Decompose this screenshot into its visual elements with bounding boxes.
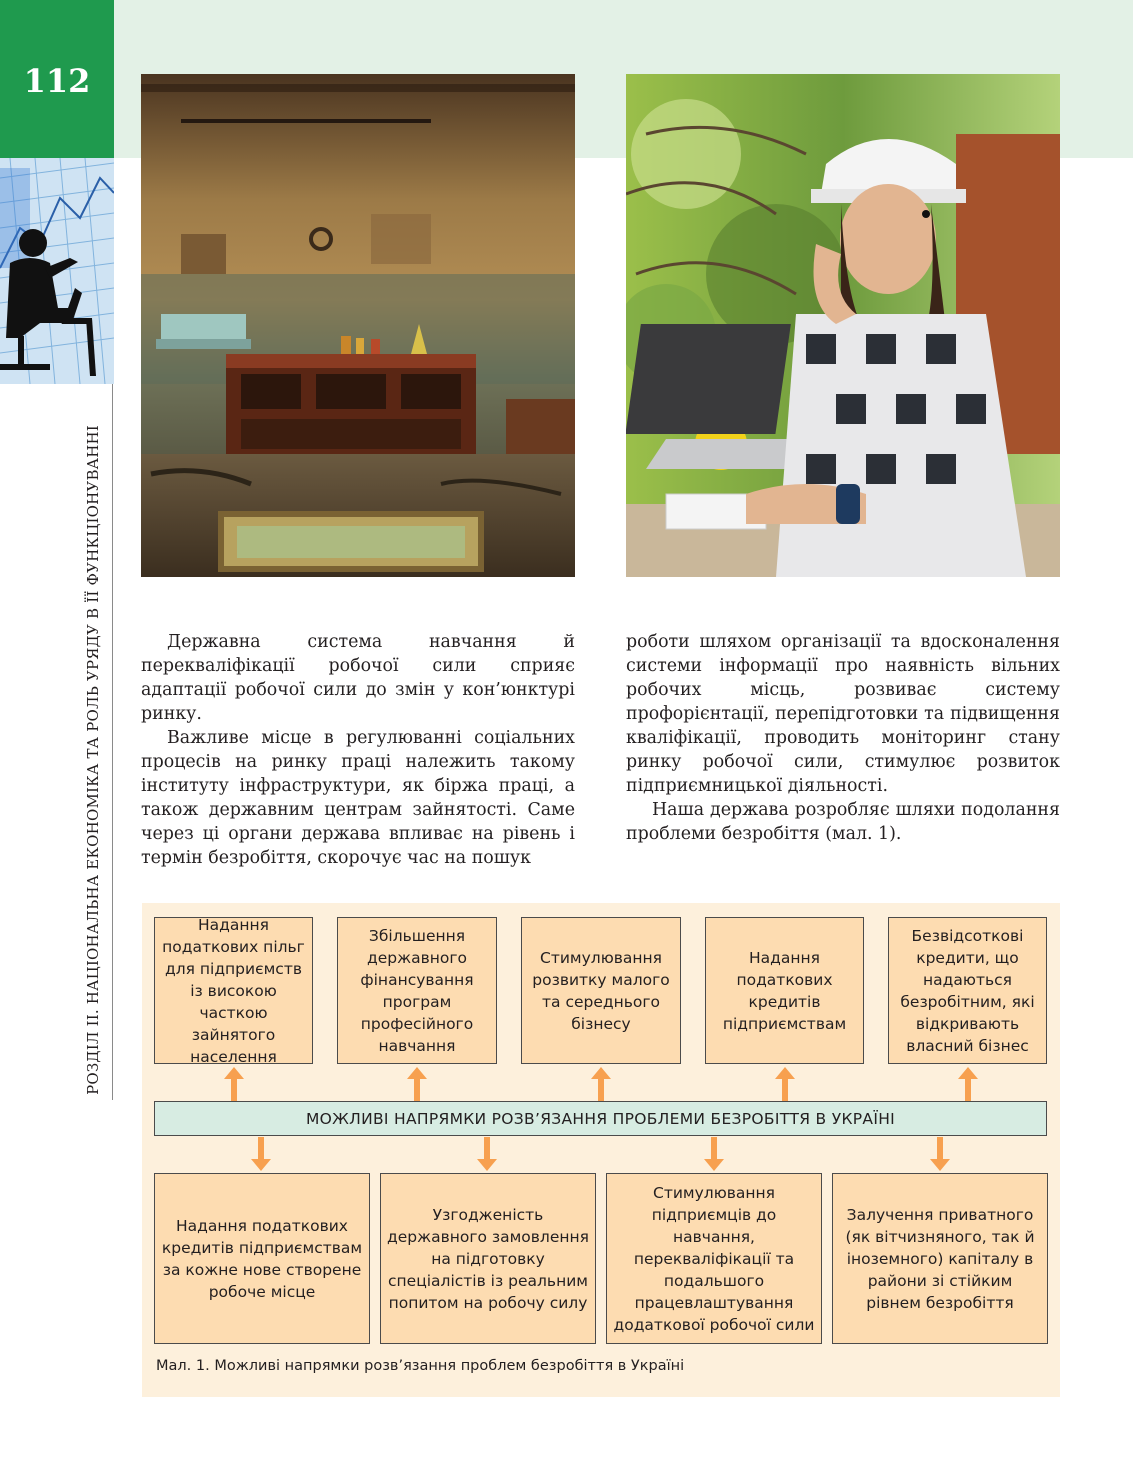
arrow-up-icon <box>956 1065 980 1101</box>
diagram-box-bottom-4: Залучення приватного (як вітчизняного, так й іноземного) капіталу в райони зі стійким рівнем безробіття <box>832 1173 1048 1344</box>
diagram-box-top-3: Стимулювання розвитку малого та середнього бізнесу <box>521 917 681 1064</box>
diagram-box-bottom-3: Стимулювання підприємців до навчання, перекваліфікації та подальшого працевлаштування додаткової робочої сили <box>606 1173 822 1344</box>
diagram-box-bottom-1: Надання податкових кредитів підприємствам за кожне нове створене робоче місце <box>154 1173 370 1344</box>
text-column-right <box>626 630 1060 846</box>
diagram-center-bar: МОЖЛИВІ НАПРЯМКИ РОЗВ’ЯЗАННЯ ПРОБЛЕМИ БЕЗРОБІТТЯ В УКРАЇНІ <box>154 1101 1047 1136</box>
paragraph: Важливе місце в регулюванні соціальних процесів на ринку праці належить такому інституту інфраструктури, як біржа праці, а також державним центрам зайнятості. Саме через ці органи держава впливає на рівень і термін безробіття, скорочує час на пошук <box>141 728 575 868</box>
arrow-down-icon <box>928 1137 952 1173</box>
section-title-vertical <box>73 425 113 1095</box>
figure-caption: Мал. 1. Можливі напрямки розв’язання проблем безробіття в Україні <box>156 1358 685 1374</box>
arrow-down-icon <box>702 1137 726 1173</box>
section-title-text: РОЗДІЛ ІІ. НАЦІОНАЛЬНА ЕКОНОМІКА ТА РОЛЬ УРЯДУ В ЇЇ ФУНКЦІОНУВАННІ <box>84 425 102 1095</box>
arrow-down-icon <box>475 1137 499 1173</box>
paragraph: Наша держава розробляє шляхи подолання проблеми безробіття (мал. 1). <box>626 800 1060 844</box>
engineer-photo <box>626 74 1060 577</box>
diagram-box-bottom-2: Узгодженість державного замовлення на підготовку спеціалістів із реальним попитом на робочу силу <box>380 1173 596 1344</box>
businessman-illustration <box>0 158 114 384</box>
arrow-up-icon <box>405 1065 429 1101</box>
arrow-up-icon <box>773 1065 797 1101</box>
paragraph: Державна система навчання й перекваліфікації робочої сили сприяє адаптації робочої сили до змін у кон’юнктурі ринку. <box>141 632 575 724</box>
diagram-box-top-1: Надання податкових пільг для підприємств із високою часткою зайнятого населення <box>154 917 313 1064</box>
diagram-box-top-2: Збільшення державного фінансування програм професійного навчання <box>337 917 497 1064</box>
unemployment-solutions-diagram <box>142 903 1060 1397</box>
arrow-up-icon <box>222 1065 246 1101</box>
page-number: 112 <box>23 62 91 100</box>
text-column-left <box>141 630 575 870</box>
paragraph: роботи шляхом організації та вдосконалення системи інформації про наявність вільних робочих місць, розвиває систему профорієнтації, перепідготовки та підвищення кваліфікації, проводить моніторинг стану ринку робочої сили, стимулює розвиток підприємницької діяльності. <box>626 632 1060 796</box>
workshop-photo <box>141 74 575 577</box>
diagram-box-top-5: Безвідсоткові кредити, що надаються безробітним, які відкривають власний бізнес <box>888 917 1047 1064</box>
diagram-box-top-4: Надання податкових кредитів підприємствам <box>705 917 864 1064</box>
arrow-down-icon <box>249 1137 273 1173</box>
arrow-up-icon <box>589 1065 613 1101</box>
